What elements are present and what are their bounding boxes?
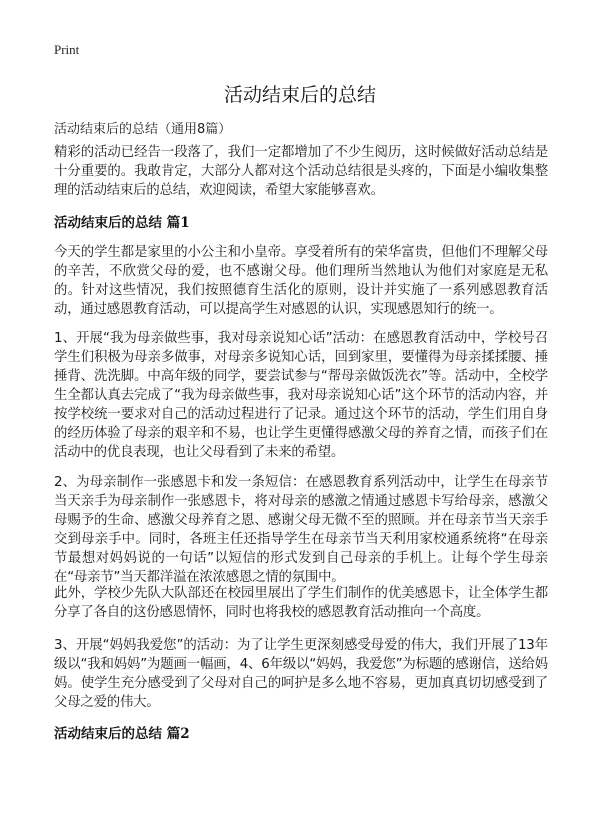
print-label: Print — [54, 42, 80, 57]
section1-paragraph-4: 此外，学校少先队大队部还在校园里展出了学生们制作的优美感恩卡，让全体学生都分享了各自的这份感恩情怀，同时也将我校的感恩教育活动推向一个高度。 — [54, 586, 548, 620]
section1-paragraph-5: 3、开展“妈妈我爱您”的活动：为了让学生更深刻感受母爱的伟大，我们开展了13年级以“我和妈妈”为题画一幅画，4、6年级以“妈妈，我爱您”为标题的感谢信，送给妈妈。使学生充分感受到了父母对自己的呵护是多么地不容易，更加真真切切感受到了父母之爱的伟大。 — [54, 638, 548, 710]
section-heading-1: 活动结束后的总结 篇1 — [54, 215, 190, 231]
section1-paragraph-1: 今天的学生都是家里的小公主和小皇帝。享受着所有的荣华富贵，但他们不理解父母的辛苦，不欣赏父母的爱，也不感谢父母。他们理所当然地认为他们对家庭是无私的。针对这些情况，我们按照德育生活化的原则，设计并实施了一系列感恩教育活动，通过感恩教育活动，可以提高学生对感恩的认识，实现感恩知行的统一。 — [54, 245, 548, 317]
document-title: 活动结束后的总结 — [223, 84, 376, 106]
section-heading-2: 活动结束后的总结 篇2 — [54, 726, 190, 742]
intro-paragraph: 精彩的活动已经告一段落了，我们一定都增加了不少生阅历，这时候做好活动总结是十分重要的。我敢肯定，大部分人都对这个活动总结很是头疼的，下面是小编收集整理的活动结束后的总结，欢迎阅读，希望大家能够喜欢。 — [54, 145, 548, 198]
document-subtitle: 活动结束后的总结（通用8篇） — [54, 122, 232, 137]
section1-paragraph-3: 2、为母亲制作一张感恩卡和发一条短信：在感恩教育系列活动中，让学生在母亲节当天亲手为母亲制作一张感恩卡，将对母亲的感激之情通过感恩卡写给母亲，感激父母赐予的生命、感激父母养育之恩、感谢父母无微不至的照顾。并在母亲节当天亲手交到母亲手中。同时，各班主任还指导学生在母亲节当天利用家校通系统将“在母亲节最想对妈妈说的一句话”以短信的形式发到自己母亲的手机上。让每个学生母亲在“母亲节”当天都洋溢在浓浓感恩之情的氛围中。 — [54, 475, 548, 585]
section1-paragraph-2: 1、开展“我为母亲做些事，我对母亲说知心话”活动：在感恩教育活动中，学校号召学生们积极为母亲多做事，对母亲多说知心话，回到家里，要懂得为母亲揉揉腰、捶捶背、洗洗脚。中高年级的同学，要尝试参与“帮母亲做饭洗衣”等。活动中，全校学生全都认真去完成了“我为母亲做些事，我对母亲说知心话”这个环节的活动内容，并按学校统一要求对自己的活动过程进行了记录。通过这个环节的活动，学生们用自身的经历体验了母亲的艰辛和不易，也让学生更懂得感激父母的养育之情，而孩子们在活动中的优良表现，也让父母看到了未来的希望。 — [54, 331, 548, 460]
